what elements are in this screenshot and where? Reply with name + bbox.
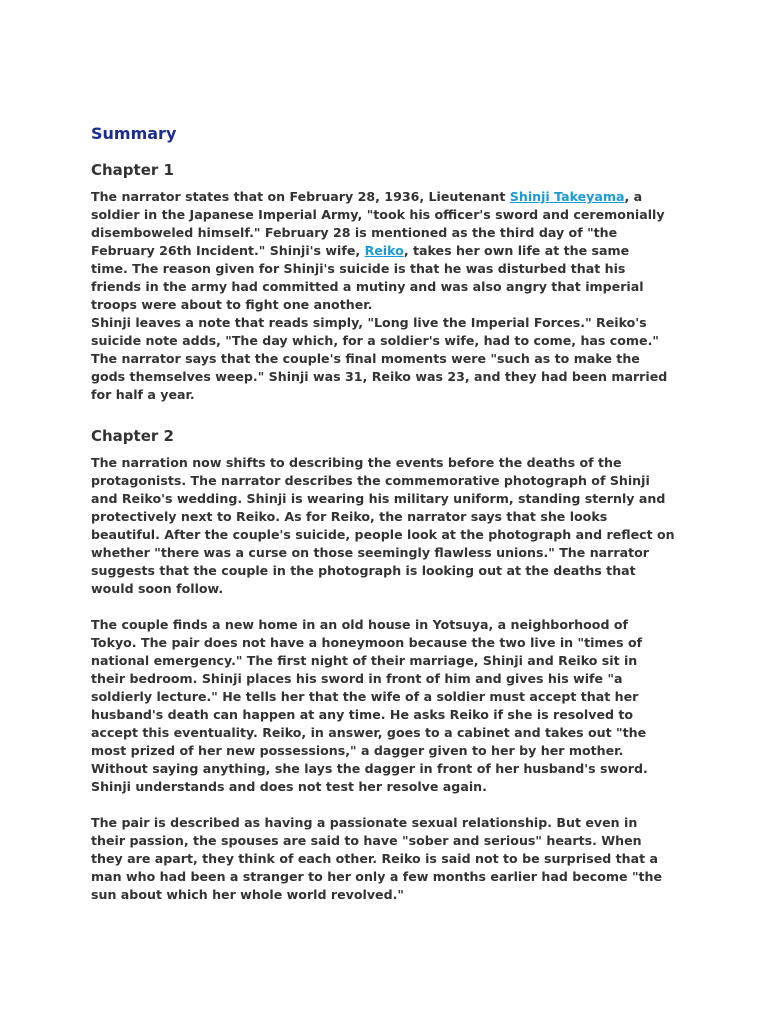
paragraph-spacer — [91, 598, 691, 616]
chapter-2-heading: Chapter 2 — [91, 427, 174, 445]
summary-title: Summary — [91, 124, 177, 143]
chapter-1-paragraph-2: Shinji leaves a note that reads simply, "Long live the Imperial Forces." Reiko's suicide note adds, "The day which, for a soldier's wife, had to come, has come." The narrator says that the couple's final moments were "such as to make the gods themselves weep." Shinji was 31, Reiko was 23, and they had been married for half a year. — [91, 315, 668, 402]
section-spacer — [91, 404, 691, 424]
chapter-1-paragraph-1 — [91, 188, 691, 314]
chapter-1-text-b: , a soldier in the Japanese Imperial Army, "took his officer's sword and ceremonially disemboweled himself." February 28 is mentioned as the third day of "the February 26th Incident." Shinji's wife, — [91, 189, 665, 258]
chapter-2-paragraph-2: The couple finds a new home in an old house in Yotsuya, a neighborhood of Tokyo. The pair does not have a honeymoon because the two live in "times of national emergency." The first night of their marriage, Shinji and Reiko sit in their bedroom. Shinji places his sword in front of him and gives his wife "a soldierly lecture." He tells her that the wife of a soldier must accept that her husband's death can happen at any time. He asks Reiko if she is resolved to accept this eventuality. Reiko, in answer, goes to a cabinet and takes out "the most prized of her new possessions," a dagger given to her by her mother. Without saying anything, she lays the dagger in front of her husband's sword. Shinji understands and does not test her resolve again. — [91, 617, 648, 794]
chapter-1-text-c: , takes her own life at the same time. The reason given for Shinji's suicide is that he was disturbed that his friends in the army had committed a mutiny and was also angry that imperial troops were about to fight one another. — [91, 243, 644, 312]
chapter-2-paragraph-3: The pair is described as having a passionate sexual relationship. But even in their passion, the spouses are said to have "sober and serious" hearts. When they are apart, they think of each other. Reiko is said not to be surprised that a man who had been a stranger to her only a few months earlier had become "the sun about which her whole world revolved." — [91, 815, 663, 902]
reiko-link[interactable]: Reiko — [364, 243, 404, 258]
chapter-2-section — [91, 424, 691, 904]
chapter-1-text-a: The narrator states that on February 28, 1936, Lieutenant — [91, 189, 510, 204]
chapter-1-heading: Chapter 1 — [91, 161, 174, 179]
document-page — [91, 120, 691, 904]
paragraph-spacer — [91, 796, 691, 814]
chapter-1-section — [91, 158, 691, 404]
shinji-takeyama-link[interactable]: Shinji Takeyama — [509, 189, 625, 204]
chapter-2-paragraph-1: The narration now shifts to describing the events before the deaths of the protagonists. The narrator describes the commemorative photograph of Shinji and Reiko's wedding. Shinji is wearing his military uniform, standing sternly and protectively next to Reiko. As for Reiko, the narrator says that she looks beautiful. After the couple's suicide, people look at the photograph and reflect on whether "there was a curse on those seemingly flawless unions." The narrator suggests that the couple in the photograph is looking out at the deaths that would soon follow. — [91, 455, 675, 596]
